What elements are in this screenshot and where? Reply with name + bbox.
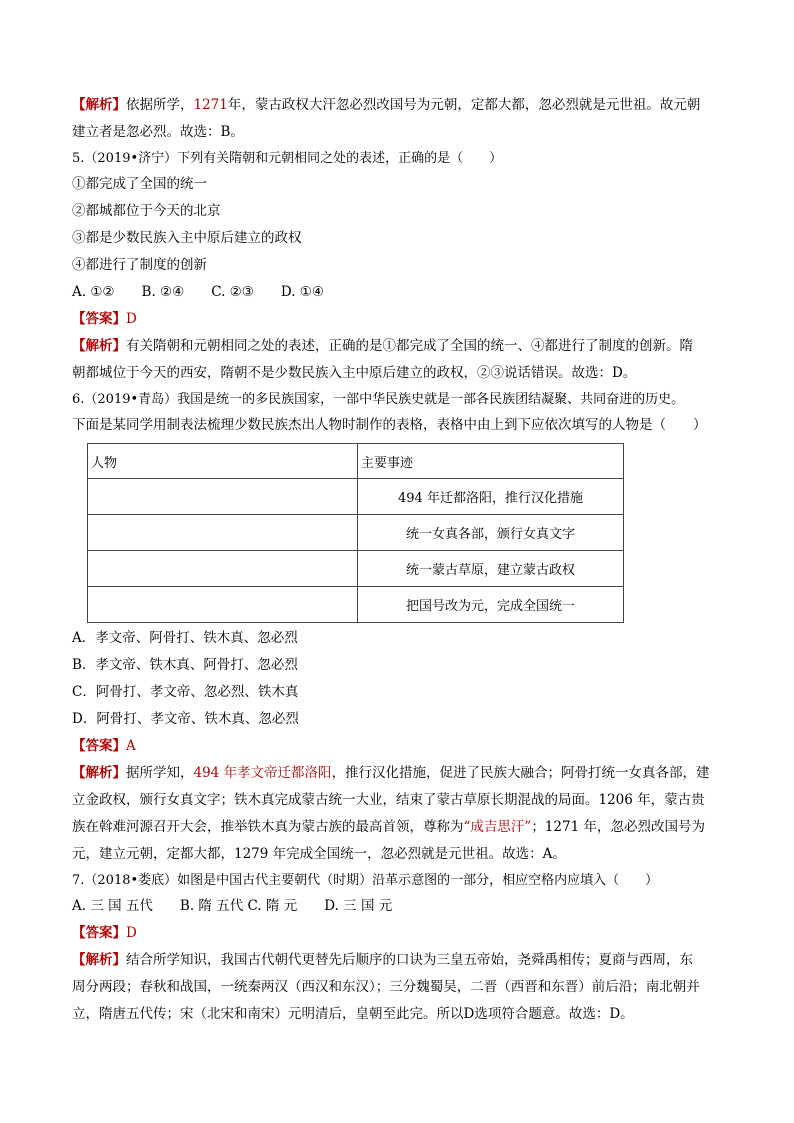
analysis-text-cont: ；1271 年，忽必烈改国号为 bbox=[531, 819, 705, 835]
cell-person bbox=[88, 551, 358, 587]
document-page bbox=[72, 92, 722, 1028]
answer-option: D．阿骨打、孝文帝、铁木真、忽必烈 bbox=[72, 711, 299, 727]
table-row bbox=[88, 551, 624, 587]
header-event: 主要事迹 bbox=[358, 444, 624, 479]
bracket-close: 】 bbox=[112, 97, 126, 113]
cell-event: 统一女真各部，颁行女真文字 bbox=[358, 515, 624, 551]
question-stem: 7.（2018•娄底）如图是中国古代主要朝代（时期）沿革示意图的一部分，相应空格内应填入（ ） bbox=[72, 873, 659, 888]
highlight-text: “成吉思汗” bbox=[463, 819, 532, 835]
analysis-text: 周分两段；春秋和战国，一统秦两汉（西汉和东汉）；三分魏蜀吴，二晋（西晋和东晋）前后沿；南北朝并 bbox=[72, 979, 700, 995]
analysis-text: 结合所学知识，我国古代朝代更替先后顺序的口诀为三皇五帝始，尧舜禹相传；夏商与西周，东 bbox=[126, 952, 693, 968]
statement-item: ①都完成了全国的统一 bbox=[72, 176, 207, 192]
answer-value: D bbox=[126, 925, 137, 941]
analysis-label: 【解析】 bbox=[72, 765, 126, 781]
analysis-text: 据所学知， bbox=[126, 765, 194, 781]
answer-value: A bbox=[126, 738, 136, 754]
analysis-text-cont: 年，蒙古政权大汗忽必烈改国号为元朝，定都大都，忽必烈就是元世祖。故元朝 bbox=[227, 97, 701, 113]
answer-label: 【答案】 bbox=[72, 738, 126, 754]
answer-option: A．孝文帝、阿骨打、铁木真、忽必烈 bbox=[72, 630, 298, 646]
analysis-block-q4 bbox=[72, 92, 722, 146]
question-7 bbox=[72, 868, 722, 1028]
table-row bbox=[88, 515, 624, 551]
cell-event: 统一蒙古草原，建立蒙古政权 bbox=[358, 551, 624, 587]
highlight-text: 494 年孝文帝迁都洛阳 bbox=[193, 765, 332, 781]
cell-person bbox=[88, 587, 358, 623]
analysis-text-cont: ，推行汉化措施，促进了民族大融合；阿骨打统一女真各部，建 bbox=[331, 765, 710, 781]
answer-option: C．阿骨打、孝文帝、忽必烈、铁木真 bbox=[72, 684, 299, 700]
answer-option: B．孝文帝、铁木真、阿骨打、忽必烈 bbox=[72, 657, 298, 673]
bracket-open: 【 bbox=[72, 97, 86, 113]
statement-item: ③都是少数民族入主中原后建立的政权 bbox=[72, 230, 302, 246]
question-stem: 5.（2019•济宁）下列有关隋朝和元朝相同之处的表述，正确的是（ ） bbox=[72, 151, 503, 166]
cell-event: 494 年迁都洛阳，推行汉化措施 bbox=[358, 479, 624, 515]
analysis-label bbox=[72, 97, 126, 113]
answer-options: A. 三 国 五代 B. 隋 五代 C. 隋 元 D. 三 国 元 bbox=[72, 898, 393, 914]
analysis-text: 立，隋唐五代传；宋（北宋和南宋）元明清后，皇朝至此完。所以D选项符合题意。故选：D。 bbox=[72, 1006, 634, 1022]
figures-table bbox=[87, 443, 624, 623]
analysis-text: 依据所学， bbox=[126, 97, 194, 113]
analysis-text: 元，建立元朝，定都大都，1279 年完成全国统一，忽必烈就是元世祖。故选：A。 bbox=[72, 846, 566, 862]
answer-value: D bbox=[126, 311, 137, 327]
label-text: 解析 bbox=[85, 97, 113, 113]
analysis-label: 【解析】 bbox=[72, 338, 126, 354]
statement-item: ④都进行了制度的创新 bbox=[72, 257, 207, 273]
cell-person bbox=[88, 515, 358, 551]
analysis-label: 【解析】 bbox=[72, 952, 126, 968]
statement-item: ②都城都位于今天的北京 bbox=[72, 203, 221, 219]
year-highlight: 1271 bbox=[193, 97, 228, 113]
question-5 bbox=[72, 146, 722, 387]
analysis-text: 朝都城位于今天的西安，隋朝不是少数民族入主中原后建立的政权，②③说话错误。故选：D。 bbox=[72, 365, 637, 381]
answer-label: 【答案】 bbox=[72, 311, 126, 327]
header-person: 人物 bbox=[88, 444, 358, 479]
analysis-text: 立金政权，颁行女真文字；铁木真完成蒙古统一大业，结束了蒙古草原长期混战的局面。1206 年，蒙古贵 bbox=[72, 792, 705, 808]
analysis-text: 族在斡难河源召开大会，推举铁木真为蒙古族的最高首领，尊称为 bbox=[72, 819, 464, 835]
question-6 bbox=[72, 387, 722, 868]
question-stem: 6.（2019•青岛）我国是统一的多民族国家，一部中华民族史就是一部各民族团结凝聚、共同奋进的历史。 bbox=[72, 392, 685, 407]
question-stem-cont: 下面是某同学用制表法梳理少数民族杰出人物时制作的表格，表格中由上到下应依次填写的人物是（ ） bbox=[72, 417, 707, 433]
table-row bbox=[88, 479, 624, 515]
answer-options: A. ①② B. ②④ C. ②③ D. ①④ bbox=[72, 284, 325, 300]
table-header-row bbox=[88, 444, 624, 479]
analysis-text: 有关隋朝和元朝相同之处的表述，正确的是①都完成了全国的统一、④都进行了制度的创新。隋 bbox=[126, 338, 693, 354]
cell-person bbox=[88, 479, 358, 515]
answer-label: 【答案】 bbox=[72, 925, 126, 941]
analysis-line-2: 建立者是忽必烈。故选：B。 bbox=[72, 124, 244, 140]
table-row bbox=[88, 587, 624, 623]
cell-event: 把国号改为元，完成全国统一 bbox=[358, 587, 624, 623]
